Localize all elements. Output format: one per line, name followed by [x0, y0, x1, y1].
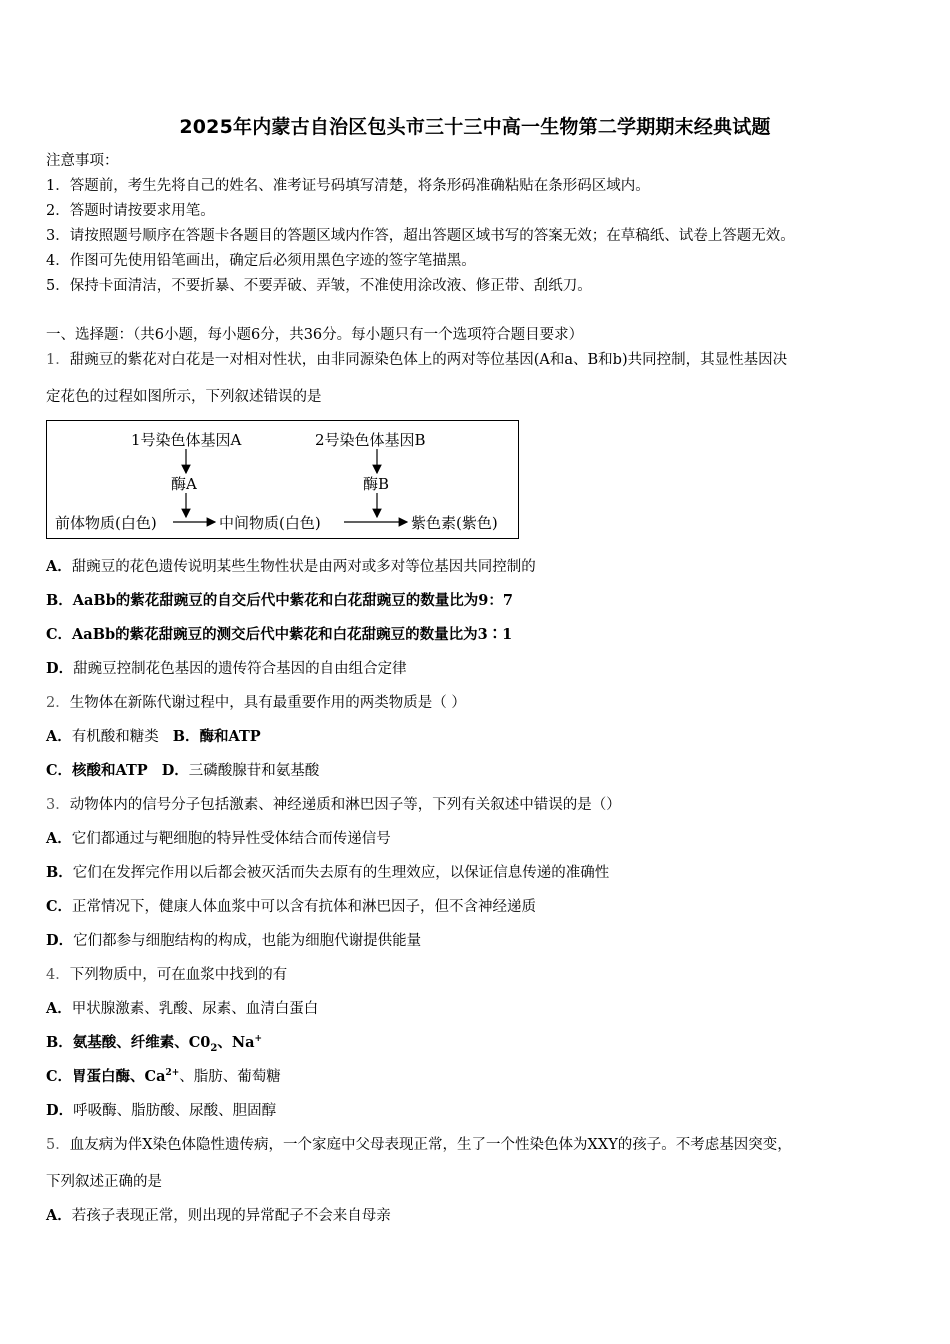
option-text: 甲状腺激素、乳酸、尿素、血清白蛋白 [71, 1001, 319, 1017]
option-letter: A． [46, 1207, 72, 1224]
option-text: 核酸和ATP [72, 762, 148, 779]
notice-heading: 注意事项： [46, 153, 119, 169]
option-c [46, 1067, 281, 1087]
option-letter: B． [46, 592, 73, 609]
option-letter: D． [46, 660, 74, 677]
option-b [46, 863, 609, 883]
subscript: 2 [210, 1042, 218, 1054]
option-letter: D． [161, 762, 189, 779]
question-number: 5． [46, 1137, 70, 1153]
option-text: AaBb的紫花甜豌豆的自交后代中紫花和白花甜豌豆的数量比为9：7 [72, 592, 513, 609]
question-4-stem [46, 965, 287, 985]
option-letter: D． [46, 932, 74, 949]
notice-item: 2．答题时请按要求用笔。 [46, 203, 215, 219]
option-text: 它们都通过与靶细胞的特异性受体结合而传递信号 [71, 831, 391, 847]
option-letter: A． [46, 1000, 72, 1017]
option-letter: A． [46, 728, 72, 745]
question-text: 动物体内的信号分子包括激素、神经递质和淋巴因子等，下列有关叙述中错误的是（） [69, 797, 621, 813]
option-d [46, 659, 407, 679]
option-a [46, 557, 536, 577]
option-a [46, 1206, 391, 1226]
question-number: 2． [46, 695, 70, 711]
enzyme-b-label: 酶B [363, 475, 390, 493]
option-text: 、Na [217, 1034, 255, 1051]
question-number: 1． [46, 352, 70, 368]
question-5-stem-cont: 下列叙述正确的是 [46, 1174, 162, 1190]
notice-item: 3．请按照题号顺序在答题卡各题目的答题区域内作答，超出答题区域书写的答案无效；在草稿纸、试卷上答题无效。 [46, 228, 795, 244]
question-5-stem [46, 1135, 792, 1155]
option-letter: C． [46, 1068, 73, 1085]
question-2-stem [46, 693, 466, 713]
pigment-label: 紫色素(紫色) [411, 514, 498, 532]
option-text: 它们在发挥完作用以后都会被灭活而失去原有的生理效应，以保证信息传递的准确性 [72, 865, 610, 881]
question-text: 生物体在新陈代谢过程中，具有最重要作用的两类物质是（ ） [69, 695, 466, 711]
superscript: + [254, 1034, 263, 1045]
option-text: 氨基酸、纤维素、C0 [72, 1034, 211, 1051]
option-text: AaBb的紫花甜豌豆的测交后代中紫花和白花甜豌豆的数量比为3∶1 [72, 626, 513, 643]
question-text: 下列物质中，可在血浆中找到的有 [69, 967, 288, 983]
option-d [46, 1101, 276, 1121]
option-letter: B． [172, 728, 200, 745]
notice-item: 4．作图可先使用铅笔画出，确定后必须用黑色字迹的签字笔描黑。 [46, 253, 476, 269]
section-heading: 一、选择题：（共6小题，每小题6分，共36分。每小题只有一个选项符合题目要求） [46, 327, 584, 343]
gene-b-label: 2号染色体基因B [315, 431, 426, 449]
question-number: 4． [46, 967, 70, 983]
option-letter: C． [46, 762, 73, 779]
option-text: 它们都参与细胞结构的构成，也能为细胞代谢提供能量 [73, 933, 422, 949]
option-text: 正常情况下，健康人体血浆中可以含有抗体和淋巴因子，但不含神经递质 [72, 899, 537, 915]
question-text: 甜豌豆的紫花对白花是一对相对性状，由非同源染色体上的两对等位基因(A和a、B和b)共同控制，其显性基因决 [69, 352, 788, 368]
option-letter: C． [46, 626, 73, 643]
option-b [46, 591, 513, 611]
option-c [46, 625, 512, 645]
precursor-label: 前体物质(白色) [55, 514, 157, 532]
option-text: 若孩子表现正常，则出现的异常配子不会来自母亲 [71, 1208, 391, 1224]
gene-a-label: 1号染色体基因A [131, 431, 242, 449]
option-text: 三磷酸腺苷和氨基酸 [188, 763, 320, 779]
option-letter: B． [46, 1034, 73, 1051]
enzyme-a-label: 酶A [171, 475, 197, 493]
question-text: 血友病为伴X染色体隐性遗传病，一个家庭中父母表现正常，生了一个性染色体为XXY的孩子。不考虑基因突变， [69, 1137, 792, 1153]
option-a [46, 829, 391, 849]
option-text: 胃蛋白酶、Ca [72, 1068, 166, 1085]
option-row-ab [46, 727, 261, 747]
intermediate-label: 中间物质(白色) [219, 514, 321, 532]
flower-color-pathway-diagram [46, 420, 519, 539]
option-text: 呼吸酶、脂肪酸、尿酸、胆固醇 [73, 1103, 277, 1119]
option-text: 甜豌豆的花色遗传说明某些生物性状是由两对或多对等位基因共同控制的 [71, 559, 536, 575]
question-1-stem-cont: 定花色的过程如图所示，下列叙述错误的是 [46, 389, 322, 405]
option-letter: C． [46, 898, 73, 915]
option-letter: A． [46, 830, 72, 847]
option-text: 甜豌豆控制花色基因的遗传符合基因的自由组合定律 [73, 661, 407, 677]
option-letter: D． [46, 1102, 74, 1119]
option-letter: A． [46, 558, 72, 575]
option-c [46, 897, 536, 917]
option-text: 、脂肪、葡萄糖 [179, 1069, 281, 1085]
superscript: 2+ [165, 1068, 180, 1079]
option-d [46, 931, 421, 951]
question-1-stem [46, 350, 787, 370]
option-text: 酶和ATP [199, 728, 261, 745]
option-b [46, 1033, 262, 1053]
notice-item: 1．答题前，考生先将自己的姓名、准考证号码填写清楚，将条形码准确粘贴在条形码区域内。 [46, 178, 650, 194]
option-text: 有机酸和糖类 [71, 729, 159, 745]
question-number: 3． [46, 797, 70, 813]
option-letter: B． [46, 864, 73, 881]
notice-item: 5．保持卡面清洁，不要折暴、不要弄破、弄皱，不准使用涂改液、修正带、刮纸刀。 [46, 278, 592, 294]
question-3-stem [46, 795, 621, 815]
option-a [46, 999, 318, 1019]
page-title: 2025年内蒙古自治区包头市三十三中高一生物第二学期期末经典试题 [179, 116, 771, 138]
option-row-cd [46, 761, 319, 781]
